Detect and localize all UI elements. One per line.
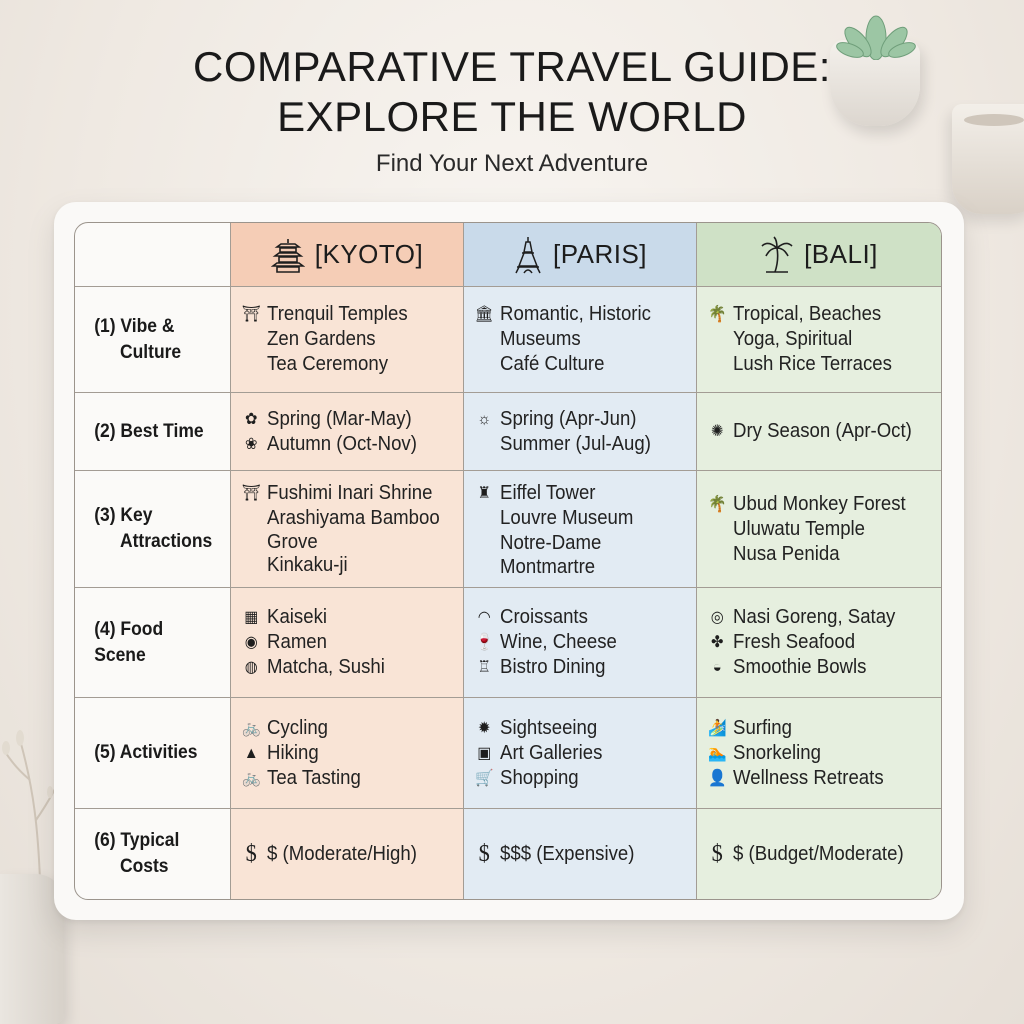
- list-item: ▲ Hiking: [241, 741, 438, 766]
- row-label-line: (2) Best Time: [94, 420, 204, 442]
- list-item: 👤 Wellness Retreats: [707, 766, 884, 789]
- list-item: ⛩ Fushimi Inari Shrine: [241, 481, 433, 504]
- list-item: Yoga, Spiritual: [733, 328, 853, 350]
- ramen-bowl-icon: ◉: [244, 634, 258, 651]
- cell-bali-food: [697, 588, 941, 698]
- list-item: 🏄 Surfing: [707, 716, 792, 739]
- page-subtitle: Find Your Next Adventure: [375, 150, 649, 177]
- row-label-line: (5) Activities: [94, 742, 198, 763]
- cell-paris-vibe: [464, 287, 697, 393]
- column-header-label: [BALI]: [804, 239, 878, 269]
- list-item: ✤ Fresh Seafood: [707, 630, 915, 655]
- column-header-bali: [697, 223, 941, 287]
- museum-icon: 🏛: [474, 306, 494, 323]
- row-label-attractions: [75, 471, 231, 588]
- sightseeing-icon: ✹: [477, 719, 491, 737]
- row-label-activities: [75, 698, 231, 809]
- smoothie-bowl-icon: ◒: [712, 659, 722, 676]
- row-label-line: Costs: [119, 856, 169, 877]
- croissant-icon: ◠: [477, 609, 491, 626]
- list-item: ✿ Spring (Mar-May): [241, 407, 438, 432]
- swimmer-icon: 🏊: [707, 744, 727, 762]
- list-item: 🌴 Tropical, Beaches: [707, 303, 882, 325]
- sun-icon: ✺: [710, 423, 724, 440]
- list-item: 🍷 Wine, Cheese: [474, 631, 617, 653]
- list-item: 🏛 Romantic, Historic: [474, 303, 651, 325]
- cell-bali-activities: [697, 698, 941, 809]
- list-item: Louvre Museum: [500, 506, 634, 529]
- list-item: Nusa Penida: [733, 542, 840, 565]
- list-item: Museums: [500, 328, 581, 350]
- cell-kyoto-activities: [231, 698, 464, 809]
- list-item: ♖ Bistro Dining: [474, 655, 671, 680]
- list-item: ◠ Croissants: [474, 605, 671, 630]
- comparison-table: [74, 222, 942, 900]
- list-item: Montmartre: [500, 555, 596, 578]
- list-item: ☼ Spring (Apr-Jun): [474, 407, 671, 432]
- row-label-best-time: [75, 393, 231, 471]
- list-item: $ $ (Moderate/High): [241, 842, 438, 867]
- person-icon: 👤: [707, 769, 727, 787]
- cyclist-icon: 🚲: [241, 719, 261, 737]
- list-item: ◍ Matcha, Sushi: [241, 655, 438, 680]
- blossom-icon: ✿: [244, 410, 258, 428]
- cell-kyoto-costs: [231, 809, 464, 899]
- shopping-cart-icon: 🛒: [474, 769, 494, 787]
- eiffel-tower-icon: ♜: [477, 484, 491, 502]
- list-item-continuation: Grove: [267, 530, 318, 553]
- list-item: 🛒 Shopping: [474, 766, 579, 789]
- list-item: Notre-Dame: [500, 531, 602, 554]
- cyclist-icon: 🚲: [241, 769, 261, 787]
- cell-kyoto-best-time: [231, 393, 464, 471]
- sun-icon: ☼: [477, 410, 492, 428]
- list-item: ✹ Sightseeing: [474, 716, 671, 741]
- cell-bali-vibe: [697, 287, 941, 393]
- cell-paris-activities: [464, 698, 697, 809]
- eiffel-tower-icon: [513, 236, 543, 274]
- bistro-glass-icon: ♖: [477, 659, 491, 676]
- sushi-icon: ◍: [244, 659, 258, 676]
- row-label-food: [75, 588, 231, 698]
- corner-cell: [75, 223, 231, 287]
- list-item: ♜ Eiffel Tower: [474, 481, 671, 506]
- list-item: Summer (Jul-Aug): [500, 432, 651, 455]
- list-item: 🚲 Cycling: [241, 716, 329, 739]
- column-header-paris: [464, 223, 697, 287]
- dollar-icon: $: [478, 840, 490, 867]
- row-label-vibe: [75, 287, 231, 393]
- cell-kyoto-attractions: [231, 471, 464, 588]
- list-item: Tea Ceremony: [267, 353, 388, 375]
- row-label-line: (1) Vibe &: [94, 315, 175, 337]
- palm-tree-icon: 🌴: [707, 306, 727, 323]
- torii-gate-icon: ⛩: [241, 484, 261, 502]
- turtle-icon: ✤: [710, 634, 724, 651]
- cell-paris-best-time: [464, 393, 697, 471]
- cell-bali-costs: [697, 809, 941, 899]
- pagoda-icon: [271, 237, 305, 273]
- list-item: ▣ Art Galleries: [474, 741, 671, 766]
- row-label-costs: [75, 809, 231, 899]
- cell-kyoto-vibe: [231, 287, 464, 393]
- list-item: $ $$$ (Expensive): [474, 842, 671, 867]
- cell-paris-food: [464, 588, 697, 698]
- mountain-icon: ▲: [243, 744, 259, 762]
- cell-paris-attractions: [464, 471, 697, 588]
- list-item: 🚲 Tea Tasting: [241, 766, 361, 789]
- row-label-line: (4) Food Scene: [94, 618, 164, 666]
- list-item: Lush Rice Terraces: [733, 353, 892, 375]
- list-item: Kinkaku-ji: [267, 553, 348, 576]
- list-item: ❀ Autumn (Oct-Nov): [241, 432, 438, 457]
- list-item: Arashiyama Bamboo: [267, 506, 440, 529]
- cell-bali-attractions: [697, 471, 941, 588]
- list-item: ◒ Smoothie Bowls: [707, 655, 915, 680]
- dollar-icon: $: [711, 840, 723, 867]
- page-title: [0, 42, 1024, 142]
- list-item: Café Culture: [500, 353, 605, 375]
- list-item: ◎ Nasi Goreng, Satay: [707, 605, 915, 630]
- list-item: ✺ Dry Season (Apr-Oct): [707, 419, 915, 444]
- list-item: ◉ Ramen: [241, 630, 438, 655]
- row-label-line: Culture: [119, 341, 182, 363]
- pagoda-icon: ⛩: [241, 306, 261, 323]
- list-item: 🏊 Snorkeling: [707, 741, 821, 764]
- gallery-frame-icon: ▣: [477, 744, 492, 762]
- list-item: ⛩ Trenquil Temples: [241, 303, 408, 325]
- dollar-icon: $: [245, 840, 257, 867]
- row-label-line: Attractions: [119, 531, 213, 552]
- column-header-label: [KYOTO]: [314, 239, 424, 269]
- cell-kyoto-food: [231, 588, 464, 698]
- surfer-icon: 🏄: [707, 719, 727, 737]
- leaf-icon: ❀: [244, 435, 258, 453]
- list-item: Zen Gardens: [267, 328, 376, 350]
- wine-glass-icon: 🍷: [474, 634, 494, 651]
- list-item: 🌴 Ubud Monkey Forest: [707, 492, 906, 515]
- bento-icon: ▦: [244, 609, 259, 626]
- column-header-label: [PARIS]: [552, 239, 648, 269]
- title-line-1: COMPARATIVE TRAVEL GUIDE:: [193, 43, 831, 90]
- list-item: ▦ Kaiseki: [241, 605, 438, 630]
- palm-tree-icon: 🌴: [707, 495, 727, 513]
- cell-bali-best-time: [697, 393, 941, 471]
- list-item: $ $ (Budget/Moderate): [707, 842, 915, 867]
- row-label-line: (6) Typical: [94, 830, 180, 851]
- row-label-line: (3) Key: [94, 505, 153, 526]
- list-item: Uluwatu Temple: [733, 517, 866, 540]
- column-header-kyoto: [231, 223, 464, 287]
- title-line-2: EXPLORE THE WORLD: [277, 93, 747, 140]
- palm-tree-icon: [760, 236, 794, 274]
- cell-paris-costs: [464, 809, 697, 899]
- plate-icon: ◎: [710, 609, 724, 626]
